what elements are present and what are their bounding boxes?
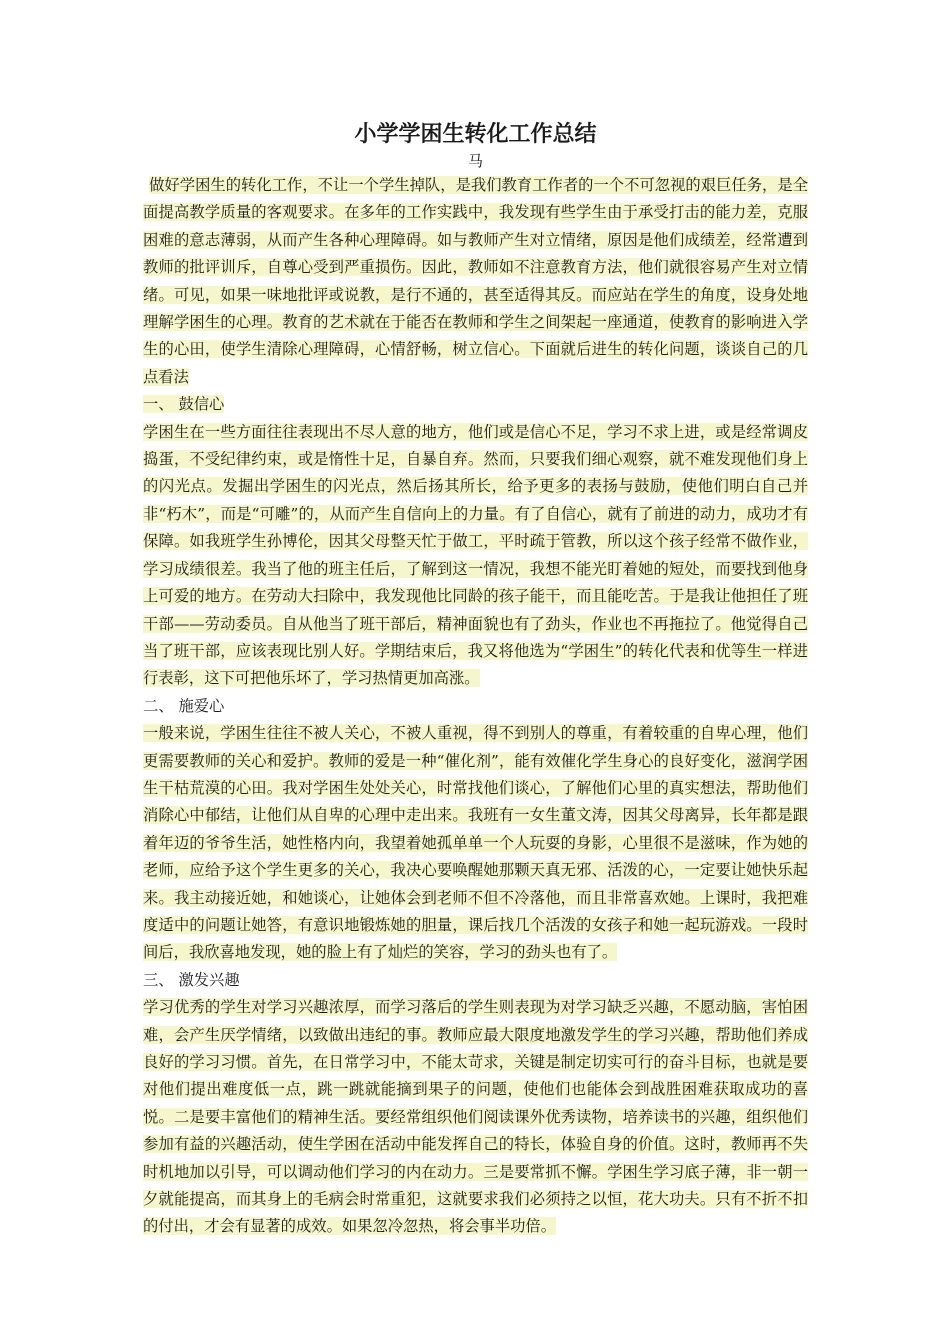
section-body-2 — [143, 720, 808, 967]
section-body-1 — [143, 419, 808, 693]
section-body-3 — [143, 994, 808, 1241]
document-title: 小学学困生转化工作总结 — [354, 122, 597, 147]
section-heading-3-text: 三、 激发兴趣 — [143, 970, 240, 989]
section-heading-2-text: 二、 施爱心 — [143, 696, 225, 715]
section-body-2-text: 一般来说，学困生往往不被人关心，不被人重视，得不到别人的尊重，有着较重的自卑心理，他们更需要教师的关心和爱护。教师的爱是一种“催化剂”，能有效催化学生身心的良好变化，滋润学困生干枯荒漠的心田。我对学困生处处关心，时常找他们谈心，了解他们心里的真实想法，帮助他们消除心中郁结，让他们从自卑的心理中走出来。我班有一女生董文涛，因其父母离异，长年都是跟着年迈的爷爷生活，她性格内向，我望着她孤单单一个人玩耍的身影，心里很不是滋味，作为她的老师，应给予这个学生更多的关心，我决心要唤醒她那颗天真无邪、活泼的心，一定要让她快乐起来。我主动接近她，和她谈心，让她体会到老师不但不冷落他，而且非常喜欢她。上课时，我把难度适中的问题让她答，有意识地锻炼她的胆量，课后找几个活泼的女孩子和她一起玩游戏。一段时间后，我欣喜地发现，她的脸上有了灿烂的笑容，学习的劲头也有了。 — [143, 724, 808, 962]
section-heading-2 — [143, 693, 808, 720]
section-heading-1 — [143, 391, 808, 418]
section-heading-1-text: 一、 鼓信心 — [143, 395, 225, 414]
section-heading-3 — [143, 967, 808, 994]
document-page — [143, 118, 808, 1241]
intro-paragraph — [143, 172, 808, 391]
section-body-1-text: 学困生在一些方面往往表现出不尽人意的地方，他们或是信心不足，学习不求上进，或是经常调皮捣蛋，不受纪律约束，或是惰性十足，自暴自弃。然而，只要我们细心观察，就不难发现他们身上的闪光点。发掘出学困生的闪光点，然后扬其所长，给予更多的表扬与鼓励，使他们明白自己并非“朽木”，而是“可雕”的，从而产生自信向上的力量。有了自信心，就有了前进的动力，成功才有保障。如我班学生孙博伦，因其父母整天忙于做工，平时疏于管教，所以这个孩子经常不做作业，学习成绩很差。我当了他的班主任后，了解到这一情况，我想不能光盯着她的短处，而要找到他身上可爱的地方。在劳动大扫除中，我发现他比同龄的孩子能干，而且能吃苦。于是我让他担任了班干部——劳动委员。自从他当了班干部后，精神面貌也有了劲头，作业也不再拖拉了。他觉得自己当了班干部，应该表现比别人好。学期结束后，我又将他选为“学困生”的转化代表和优等生一样进行表彰，这下可把他乐坏了，学习热情更加高涨。 — [143, 422, 808, 688]
document-author: 马 — [467, 152, 483, 170]
intro-text: 做好学困生的转化工作，不让一个学生掉队，是我们教育工作者的一个不可忽视的艰巨任务，是全面提高教学质量的客观要求。在多年的工作实践中，我发现有些学生由于承受打击的能力差，克服困难的意志薄弱，从而产生各种心理障碍。如与教师产生对立情绪，原因是他们成绩差，经常遭到教师的批评训斥，自尊心受到严重损伤。因此，教师如不注意教育方法，他们就很容易产生对立情绪。可见，如果一味地批评或说教，是行不通的，甚至适得其反。而应站在学生的角度，设身处地理解学困生的心理。教育的艺术就在于能否在教师和学生之间架起一座通道，使教育的影响进入学生的心田，使学生清除心理障碍，心情舒畅，树立信心。下面就后进生的转化问题，谈谈自己的几点看法 — [143, 176, 808, 386]
section-body-3-text: 学习优秀的学生对学习兴趣浓厚，而学习落后的学生则表现为对学习缺乏兴趣，不愿动脑，害怕困难，会产生厌学情绪，以致做出违纪的事。教师应最大限度地激发学生的学习兴趣，帮助他们养成良好的学习习惯。首先，在日常学习中，不能太苛求，关键是制定切实可行的奋斗目标，也就是要对他们提出难度低一点，跳一跳就能摘到果子的问题，使他们也能体会到战胜困难获取成功的喜悦。二是要丰富他们的精神生活。要经常组织他们阅读课外优秀读物，培养读书的兴趣，组织他们参加有益的兴趣活动，使生学困在活动中能发挥自己的特长，体验自身的价值。这时，教师再不失时机地加以引导，可以调动他们学习的内在动力。三是要常抓不懈。学困生学习底子薄，非一朝一夕就能提高，而其身上的毛病会时常重犯，这就要求我们必须持之以恒，花大功夫。只有不折不扣的付出，才会有显著的成效。如果忽冷忽热，将会事半功倍。 — [143, 998, 808, 1236]
